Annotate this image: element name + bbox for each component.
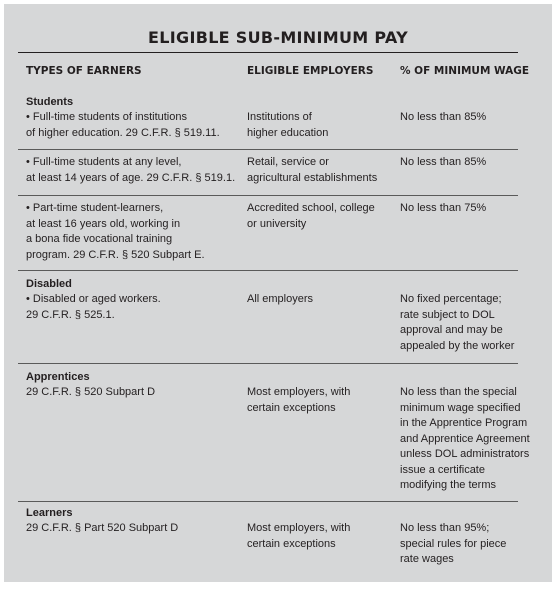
row-earner: 29 C.F.R. § Part 520 Subpart D: [26, 522, 179, 534]
row-earner: • Part-time student-learners, at least 16 years old, working in a bona fide vocational training program. 29 C.F.R. § 520 Subpart E.: [26, 202, 205, 261]
header-eligible-employers: ELIGIBLE EMPLOYERS: [247, 65, 374, 77]
row-earner: • Full-time students of institutions of higher education. 29 C.F.R. § 519.11.: [26, 111, 220, 139]
row-divider: [18, 363, 518, 364]
row-wage: No less than 75%: [400, 202, 487, 214]
row-employer: Most employers, with certain exceptions: [247, 522, 351, 550]
row-divider: [18, 501, 518, 502]
section-label-students: Students: [26, 96, 74, 108]
table-title: ELIGIBLE SUB-MINIMUM PAY: [148, 28, 408, 47]
row-divider: [18, 195, 518, 196]
section-label-learners: Learners: [26, 507, 73, 519]
section-label-apprentices: Apprentices: [26, 371, 90, 383]
sub-minimum-pay-table: [4, 4, 552, 582]
row-employer: Most employers, with certain exceptions: [247, 386, 351, 414]
row-wage: No less than 85%: [400, 156, 487, 168]
row-employer: Retail, service or agricultural establishments: [247, 156, 378, 184]
row-divider: [18, 270, 518, 271]
row-employer: Institutions of higher education: [247, 111, 329, 139]
row-wage: No less than the special minimum wage specified in the Apprentice Program and Apprentice Agreement unless DOL administrators issue a certificate modifying the terms: [400, 386, 530, 491]
row-wage: No fixed percentage; rate subject to DOL approval and may be appealed by the worker: [400, 293, 515, 352]
header-percent-minimum-wage: % OF MINIMUM WAGE: [400, 65, 530, 77]
row-wage: No less than 85%: [400, 111, 487, 123]
row-employer: All employers: [247, 293, 314, 305]
title-divider: [18, 52, 518, 53]
row-employer: Accredited school, college or university: [247, 202, 375, 230]
header-types-of-earners: TYPES OF EARNERS: [26, 65, 142, 77]
row-divider: [18, 149, 518, 150]
section-label-disabled: Disabled: [26, 278, 72, 290]
row-earner: 29 C.F.R. § 520 Subpart D: [26, 386, 156, 398]
row-wage: No less than 95%; special rules for piece rate wages: [400, 522, 507, 565]
row-earner: • Disabled or aged workers. 29 C.F.R. § 525.1.: [26, 293, 161, 321]
row-earner: • Full-time students at any level, at least 14 years of age. 29 C.F.R. § 519.1.: [26, 156, 236, 184]
